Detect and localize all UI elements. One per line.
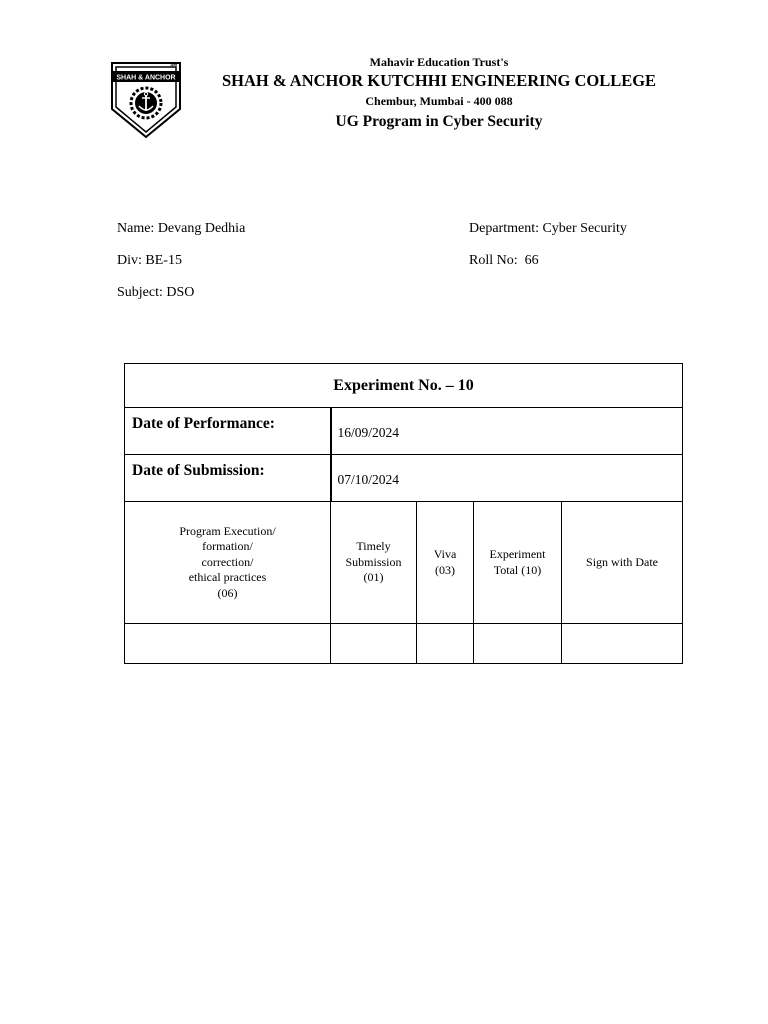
roll-number: Roll No: 66 — [469, 253, 539, 268]
college-name: SHAH & ANCHOR KUTCHHI ENGINEERING COLLEGE — [221, 71, 657, 90]
program-name: UG Program in Cyber Security — [335, 113, 543, 130]
trust-name: Mahavir Education Trust's — [369, 55, 509, 69]
col-sign-with-date — [562, 502, 683, 624]
col-line: Timely — [356, 539, 391, 554]
col-line: Sign with Date — [586, 554, 659, 569]
col-line: (01) — [363, 570, 384, 585]
col-program-execution — [125, 502, 331, 624]
logo-mark: SM — [170, 62, 177, 67]
performance-date-value: 16/09/2024 — [331, 408, 683, 455]
submission-date-value: 07/10/2024 — [331, 455, 683, 502]
col-viva — [417, 502, 474, 624]
col-line: Submission — [345, 554, 402, 569]
logo-lettering: SHAH & ANCHOR — [116, 74, 176, 82]
marks-cell-viva — [417, 624, 474, 664]
college-address: Chembur, Mumbai - 400 088 — [365, 94, 513, 108]
col-line: correction/ — [201, 554, 254, 569]
marks-cell-program-execution — [125, 624, 331, 664]
col-experiment-total — [474, 502, 562, 624]
col-line: (06) — [217, 585, 238, 600]
department: Department: Cyber Security — [469, 221, 627, 236]
subject: Subject: DSO — [117, 285, 195, 300]
marks-cell-timely-submission — [331, 624, 417, 664]
marks-cell-experiment-total — [474, 624, 562, 664]
division: Div: BE-15 — [117, 253, 182, 268]
col-line: Experiment — [489, 547, 546, 561]
col-line: Total (10) — [493, 562, 542, 577]
col-line: ethical practices — [188, 570, 267, 585]
col-line: formation/ — [202, 539, 253, 554]
col-timely-submission — [331, 502, 417, 624]
performance-date-label: Date of Performance: — [125, 408, 331, 455]
experiment-table — [124, 363, 683, 664]
col-line: Viva — [433, 547, 457, 561]
marks-cell-sign — [562, 624, 683, 664]
experiment-title: Experiment No. – 10 — [125, 364, 683, 408]
col-line: (03) — [435, 562, 455, 577]
col-line: Program Execution/ — [179, 523, 276, 538]
submission-date-label: Date of Submission: — [125, 455, 331, 502]
student-name: Name: Devang Dedhia — [117, 221, 246, 236]
